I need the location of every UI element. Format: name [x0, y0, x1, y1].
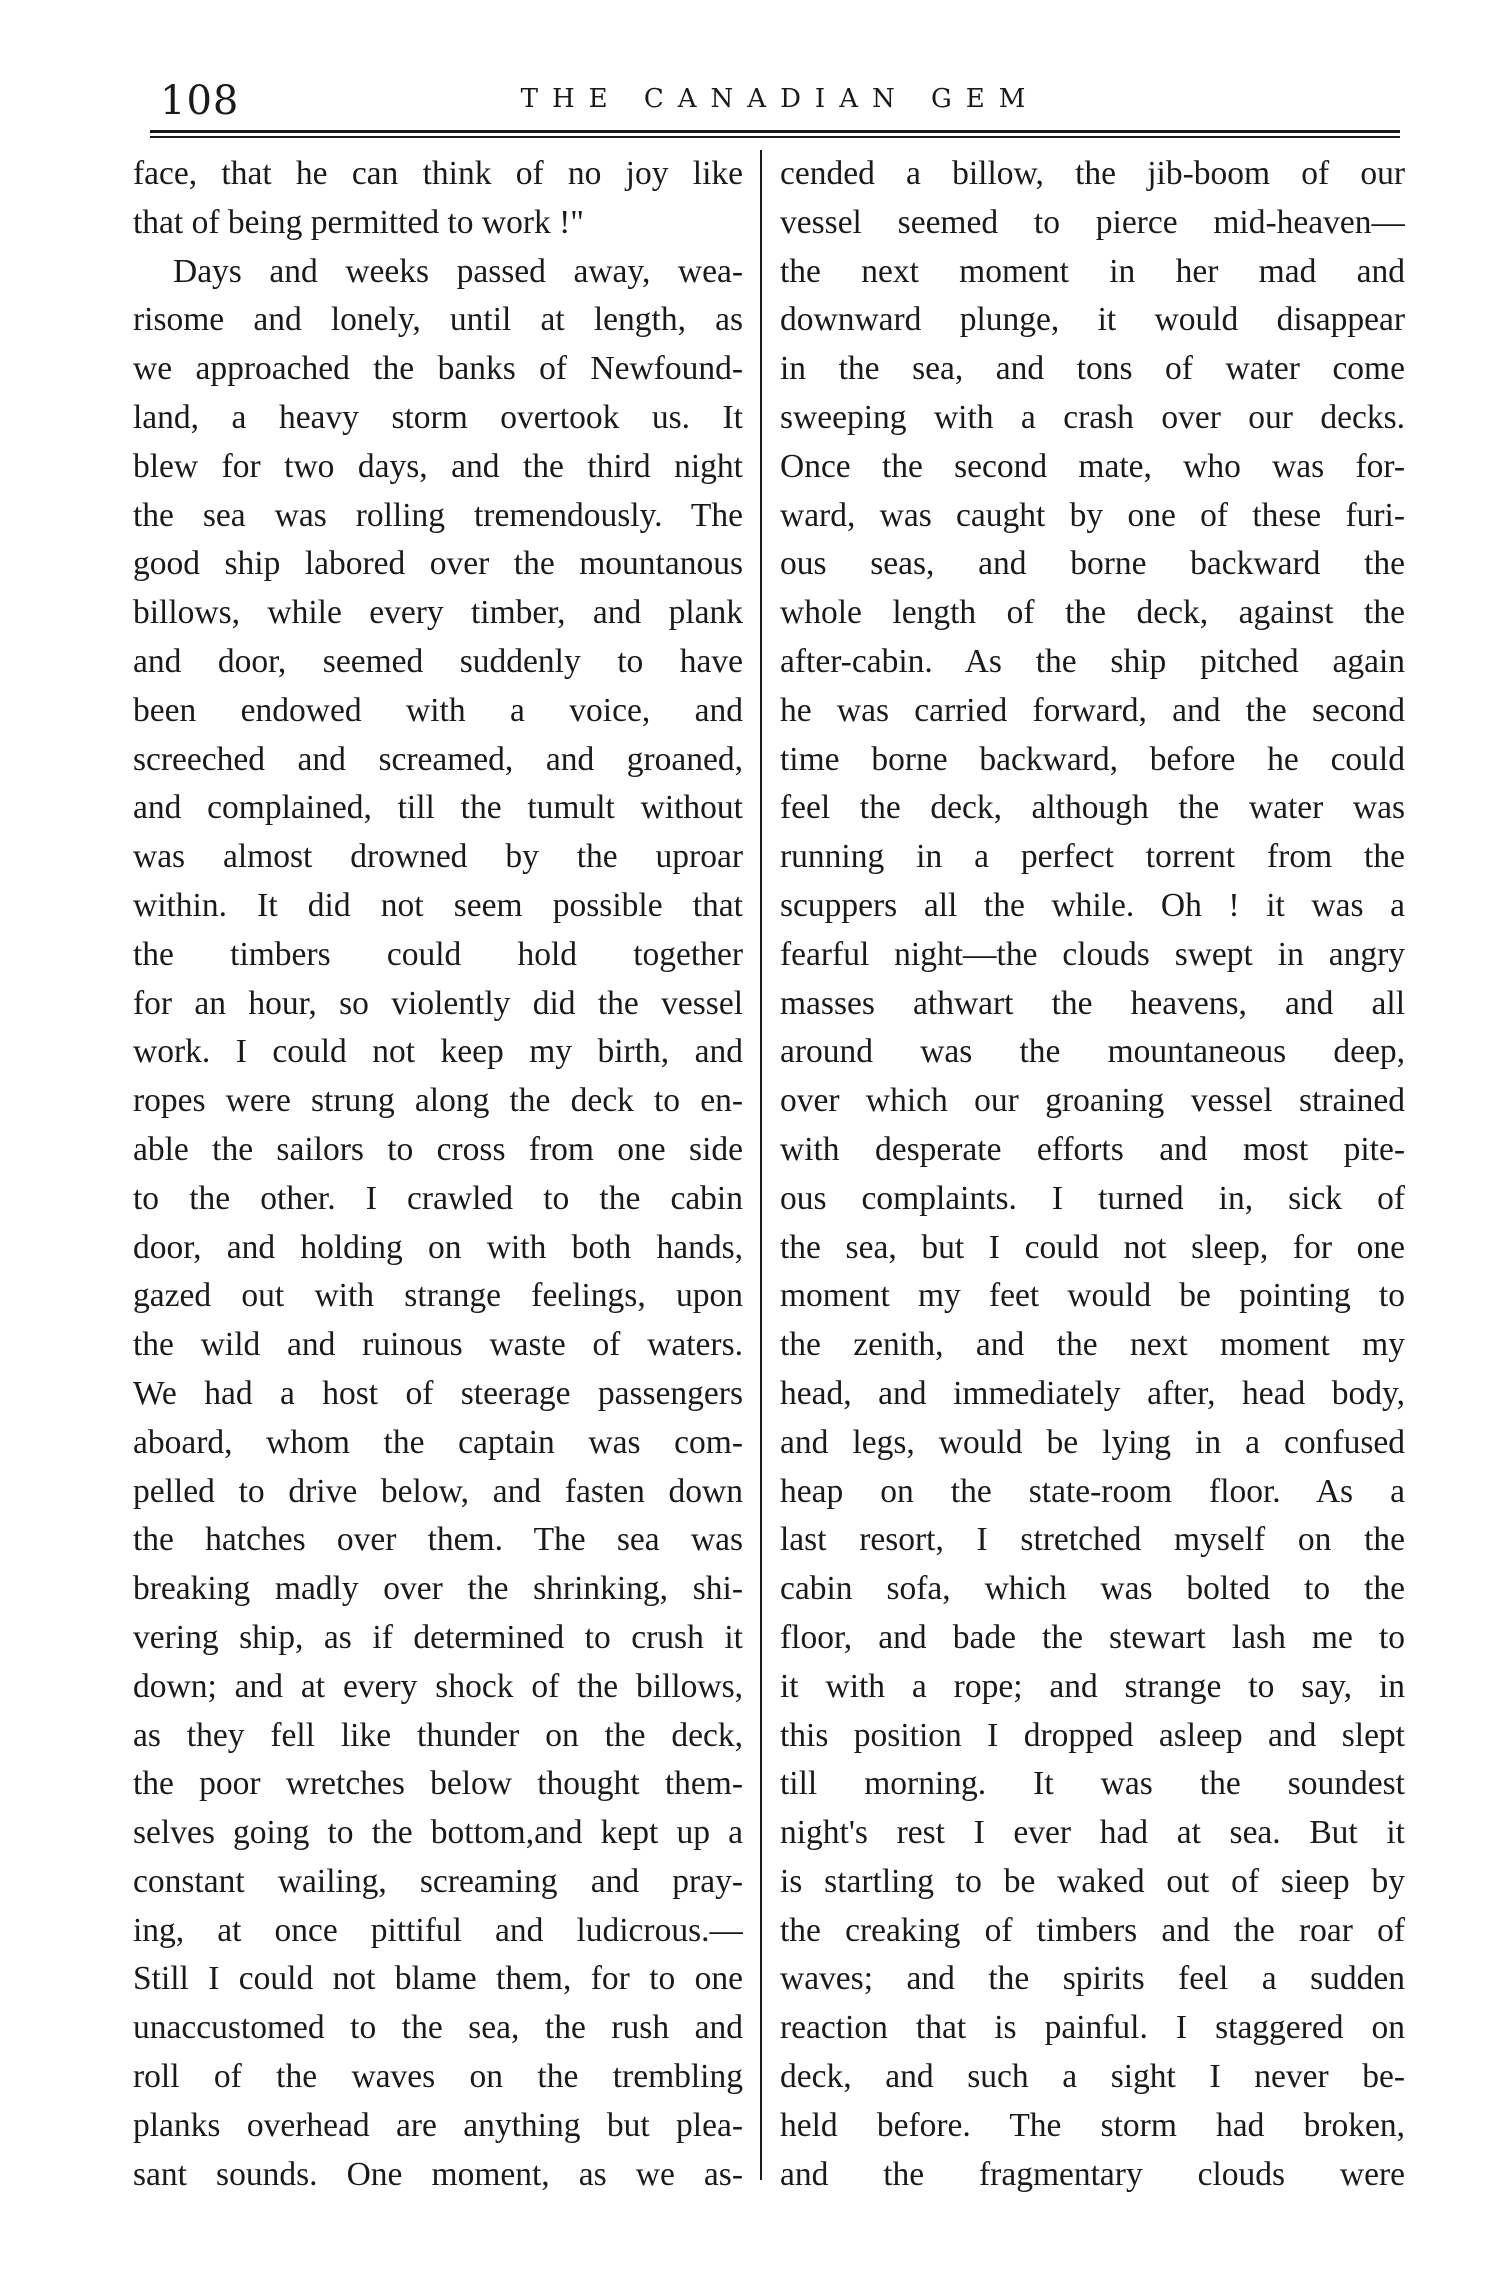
text-line: ward, was caught by one of these furi- [780, 496, 1405, 534]
text-line: held before. The storm had broken, [780, 2106, 1405, 2144]
text-line: roll of the waves on the trembling [133, 2058, 743, 2096]
text-line: aboard, whom the captain was com- [133, 1423, 743, 1461]
text-line: within. It did not seem possible that [133, 886, 743, 924]
text-line: moment my feet would be pointing to [780, 1277, 1405, 1315]
text-line: ing, at once pittiful and ludicrous.— [133, 1911, 743, 1949]
text-line: after-cabin. As the ship pitched again [780, 642, 1405, 680]
text-line: whole length of the deck, against the [780, 594, 1405, 632]
text-line: work. I could not keep my birth, and [133, 1033, 743, 1071]
text-line: deck, and such a sight I never be- [780, 2058, 1405, 2096]
text-line: the next moment in her mad and [780, 252, 1405, 290]
text-line: good ship labored over the mountanous [133, 545, 743, 583]
text-line: the hatches over them. The sea was [133, 1521, 743, 1559]
text-line: pelled to drive below, and fasten down [133, 1472, 743, 1510]
page-number: 108 [160, 78, 240, 124]
text-line: the sea, but I could not sleep, for one [780, 1228, 1405, 1266]
text-line: been endowed with a voice, and [133, 691, 743, 729]
text-line: billows, while every timber, and plank [133, 594, 743, 632]
text-line: as they fell like thunder on the deck, [133, 1716, 743, 1754]
text-line: heap on the state-room floor. As a [780, 1472, 1405, 1510]
text-line: floor, and bade the stewart lash me to [780, 1618, 1405, 1656]
text-line: land, a heavy storm overtook us. It [133, 398, 743, 436]
text-line: waves; and the spirits feel a sudden [780, 1960, 1405, 1998]
text-line: vessel seemed to pierce mid-heaven— [780, 203, 1405, 241]
text-line: ropes were strung along the deck to en- [133, 1082, 743, 1120]
text-line: he was carried forward, and the second [780, 691, 1405, 729]
header-rule-thick [150, 130, 1400, 133]
text-line: we approached the banks of Newfound- [133, 350, 743, 388]
text-line: the zenith, and the next moment my [780, 1326, 1405, 1364]
column-divider [760, 150, 762, 2180]
text-line: the creaking of timbers and the roar of [780, 1911, 1405, 1949]
text-line: running in a perfect torrent from the [780, 838, 1405, 876]
text-line: Once the second mate, who was for- [780, 447, 1405, 485]
text-line: and door, seemed suddenly to have [133, 642, 743, 680]
text-line: blew for two days, and the third night [133, 447, 743, 485]
text-line: around was the mountaneous deep, [780, 1033, 1405, 1071]
text-line: ous seas, and borne backward the [780, 545, 1405, 583]
text-line: selves going to the bottom,and kept up a [133, 1814, 743, 1852]
text-line: and legs, would be lying in a confused [780, 1423, 1405, 1461]
text-line: screeched and screamed, and groaned, [133, 740, 743, 778]
header-rule-thin [150, 136, 1400, 138]
text-line: cabin sofa, which was bolted to the [780, 1570, 1405, 1608]
text-line: Days and weeks passed away, wea- [173, 252, 743, 290]
text-line: We had a host of steerage passengers [133, 1374, 743, 1412]
text-line: the poor wretches below thought them- [133, 1765, 743, 1803]
text-line: gazed out with strange feelings, upon [133, 1277, 743, 1315]
text-line: in the sea, and tons of water come [780, 350, 1405, 388]
text-line: sant sounds. One moment, as we as- [133, 2155, 743, 2193]
text-line: constant wailing, screaming and pray- [133, 1862, 743, 1900]
text-line: Still I could not blame them, for to one [133, 1960, 743, 1998]
text-line: breaking madly over the shrinking, shi- [133, 1570, 743, 1608]
text-line: cended a billow, the jib-boom of our [780, 155, 1405, 192]
text-line: downward plunge, it would disappear [780, 301, 1405, 339]
text-line: over which our groaning vessel strained [780, 1082, 1405, 1120]
text-line: time borne backward, before he could [780, 740, 1405, 778]
text-line: that of being permitted to work !" [133, 203, 584, 241]
text-line: ous complaints. I turned in, sick of [780, 1179, 1405, 1217]
text-line: to the other. I crawled to the cabin [133, 1179, 743, 1217]
text-line: the sea was rolling tremendously. The [133, 496, 743, 534]
text-line: masses athwart the heavens, and all [780, 984, 1405, 1022]
text-line: the timbers could hold together [133, 935, 743, 973]
text-line: and the fragmentary clouds were [780, 2155, 1405, 2193]
text-line: face, that he can think of no joy like [133, 155, 743, 192]
text-line: planks overhead are anything but plea- [133, 2106, 743, 2144]
text-line: fearful night—the clouds swept in angry [780, 935, 1405, 973]
text-line: feel the deck, although the water was [780, 789, 1405, 827]
text-line: till morning. It was the soundest [780, 1765, 1405, 1803]
text-line: able the sailors to cross from one side [133, 1130, 743, 1168]
text-line: the wild and ruinous waste of waters. [133, 1326, 743, 1364]
text-line: sweeping with a crash over our decks. [780, 398, 1405, 436]
text-line: reaction that is painful. I staggered on [780, 2009, 1405, 2047]
text-line: with desperate efforts and most pite- [780, 1130, 1405, 1168]
text-line: door, and holding on with both hands, [133, 1228, 743, 1266]
text-line: is startling to be waked out of sieep by [780, 1862, 1405, 1900]
text-line: it with a rope; and strange to say, in [780, 1667, 1405, 1705]
text-line: down; and at every shock of the billows, [133, 1667, 743, 1705]
text-line: unaccustomed to the sea, the rush and [133, 2009, 743, 2047]
text-line: this position I dropped asleep and slept [780, 1716, 1405, 1754]
page-header [160, 70, 1400, 130]
running-title: THE CANADIAN GEM [520, 84, 1040, 114]
text-line: last resort, I stretched myself on the [780, 1521, 1405, 1559]
text-line: night's rest I ever had at sea. But it [780, 1814, 1405, 1852]
text-line: and complained, till the tumult without [133, 789, 743, 827]
text-line: was almost drowned by the uproar [133, 838, 743, 876]
text-line: vering ship, as if determined to crush it [133, 1618, 743, 1656]
right-column [780, 150, 1405, 2270]
text-line: scuppers all the while. Oh ! it was a [780, 886, 1405, 924]
text-line: head, and immediately after, head body, [780, 1374, 1405, 1412]
left-column [133, 150, 743, 2270]
text-line: for an hour, so violently did the vessel [133, 984, 743, 1022]
text-line: risome and lonely, until at length, as [133, 301, 743, 339]
